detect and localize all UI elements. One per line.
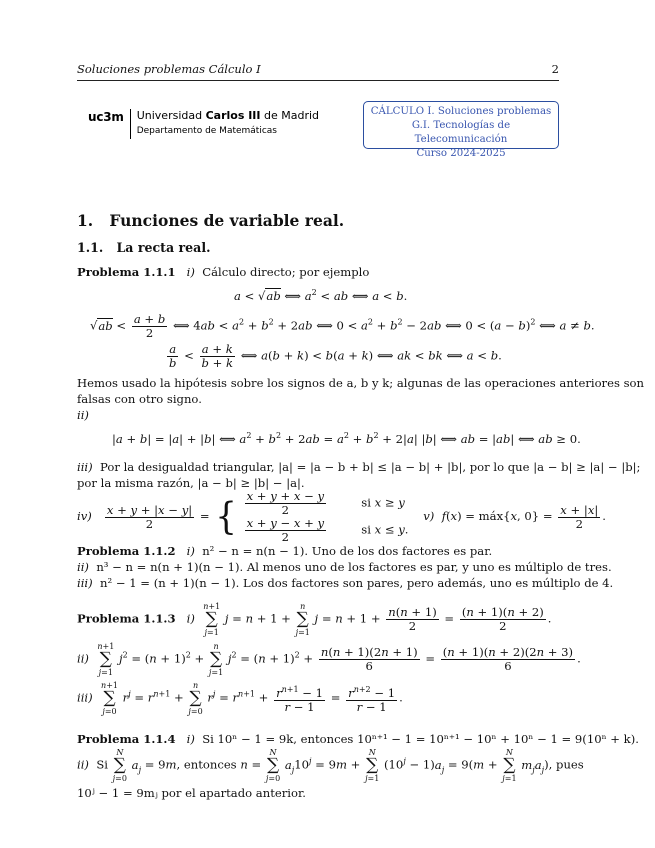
department-name: Departamento de Matemáticas xyxy=(136,126,277,136)
course-degree-line: G.I. Tecnologías de Telecomunicación xyxy=(411,120,511,145)
problem-1-1-2-line-1: Problema 1.1.2 i) n² − n = n(n − 1). Uno de los dos factores es par. xyxy=(77,544,493,558)
problem-1-1-2-line-3: iii) n² − 1 = (n + 1)(n − 1). Los dos factores son pares, pero además, uno es múltiplo de 4. xyxy=(77,576,614,590)
note-line-2: falsas con otro signo. xyxy=(77,392,202,406)
problem-1-1-3-line-3: iii) n+1 ∑ j=0 $r^j = r^{n+1}$ + n ∑ j=0 $r^j = r^{n+1}$ + $\frac{r^{n+1} - 1}{r - 1}$ = $\frac{r^{n+2} - 1}{r - 1}$ . xyxy=(77,681,403,716)
logo-divider xyxy=(130,109,131,139)
equation-4: |a + b| = |a| + |b| ⟺ $a^2 + b^2 + 2ab = a^2 + b^2 + 2|a|$ |b| ⟺ ab = |ab| ⟺ ab ≥ 0. xyxy=(112,431,581,446)
section-heading: 1. Funciones de variable real. xyxy=(77,211,345,230)
page-number: 2 xyxy=(551,62,559,76)
running-title: Soluciones problemas Cálculo I xyxy=(77,62,261,76)
equation-2: √ab < $\frac{a + b}{2}$ ⟺ $4ab < a^2 + b^2 + 2ab$ ⟺ $0 < a^2 + b^2 - 2ab$ ⟺ $0 < (a - b)^2$ ⟺ a ≠ b. xyxy=(90,312,595,340)
equation-1: a < √ab ⟺ $a^2$ < ab ⟺ a < b. xyxy=(234,288,408,303)
equation-5: iv) $\frac{x + y + |x - y|}{2}$ = { $\frac{x + y + x - y}{2}$ si x ≥ y $\frac{x + y - x + y}{2}$ si x ≤ y. v) f(x) = máx{x, 0} = $\frac{x + |x|}{2}$ . xyxy=(77,489,606,544)
note-line-1: Hemos usado la hipótesis sobre los signos de a, b y k; algunas de las operaciones anteriores son xyxy=(77,376,644,390)
problem-1-1-2-line-2: ii) n³ − n = n(n + 1)(n − 1). Al menos uno de los factores es par, y uno es múltiplo de tres. xyxy=(77,560,612,574)
header-rule xyxy=(77,80,559,81)
problem-1-1-3-line-1: Problema 1.1.3 i) n+1 ∑ j=1 j = n + 1 + n ∑ j=1 j = n + 1 + $\frac{n(n + 1)}{2}$ = $\frac{(n + 1)(n + 2)}{2}$ . xyxy=(77,602,552,637)
university-logo xyxy=(88,109,319,139)
problem-label: Problema 1.1.4 xyxy=(77,732,176,746)
item-ii-marker: ii) xyxy=(77,408,89,422)
course-year-line: Curso 2024-2025 xyxy=(416,148,506,159)
item-iii-line-2: por la misma razón, |a − b| ≥ |b| − |a|. xyxy=(77,476,305,490)
equation-3: $\frac{a}{b}$ < $\frac{a + k}{b + k}$ ⟺ a(b + k) < b(a + k) ⟺ ak < bk ⟺ a < b. xyxy=(169,342,502,370)
problem-label: Problema 1.1.3 xyxy=(77,611,176,626)
problem-label: Problema 1.1.2 xyxy=(77,544,176,558)
problem-1-1-1-intro: Problema 1.1.1 i) Cálculo directo; por ejemplo xyxy=(77,265,370,279)
item-iii-line-1: iii) Por la desigualdad triangular, |a| = |a − b + b| ≤ |a − b| + |b|, por lo que |a − b| ≥ |a| − |b|; xyxy=(77,460,641,474)
problem-1-1-4-line-2: ii) Si N ∑ j=0 $a_j = 9m$, entonces n = N ∑ j=0 $a_j10^j = 9m$ + N ∑ j=1 $(10^j - 1)a_j = 9(m$ + N ∑ j=1 $m_ja_j$), pues xyxy=(77,748,584,783)
problem-1-1-4-line-3: 10ʲ − 1 = 9mⱼ por el apartado anterior. xyxy=(77,786,306,800)
course-title-box xyxy=(363,101,559,159)
problem-1-1-3-line-2: ii) n+1 ∑ j=1 $j^2 = (n + 1)^2$ + n ∑ j=1 $j^2 = (n + 1)^2$ + $\frac{n(n + 1)(2n + 1)}{6}$ = $\frac{(n + 1)(n + 2)(2n + 3)}{6}$ . xyxy=(77,642,581,677)
problem-label: Problema 1.1.1 xyxy=(77,265,176,279)
course-title-line: CÁLCULO I. Soluciones problemas xyxy=(370,106,552,117)
subsection-heading: 1.1. La recta real. xyxy=(77,240,211,255)
problem-1-1-4-line-1: Problema 1.1.4 i) Si 10ⁿ − 1 = 9k, entonces 10ⁿ⁺¹ − 1 = 10ⁿ⁺¹ − 10ⁿ + 10ⁿ − 1 = 9(10ⁿ + k). xyxy=(77,732,639,746)
running-header xyxy=(77,62,559,76)
logo-mark: uc3m xyxy=(88,110,124,124)
university-name: Universidad Carlos III de Madrid xyxy=(136,109,320,122)
